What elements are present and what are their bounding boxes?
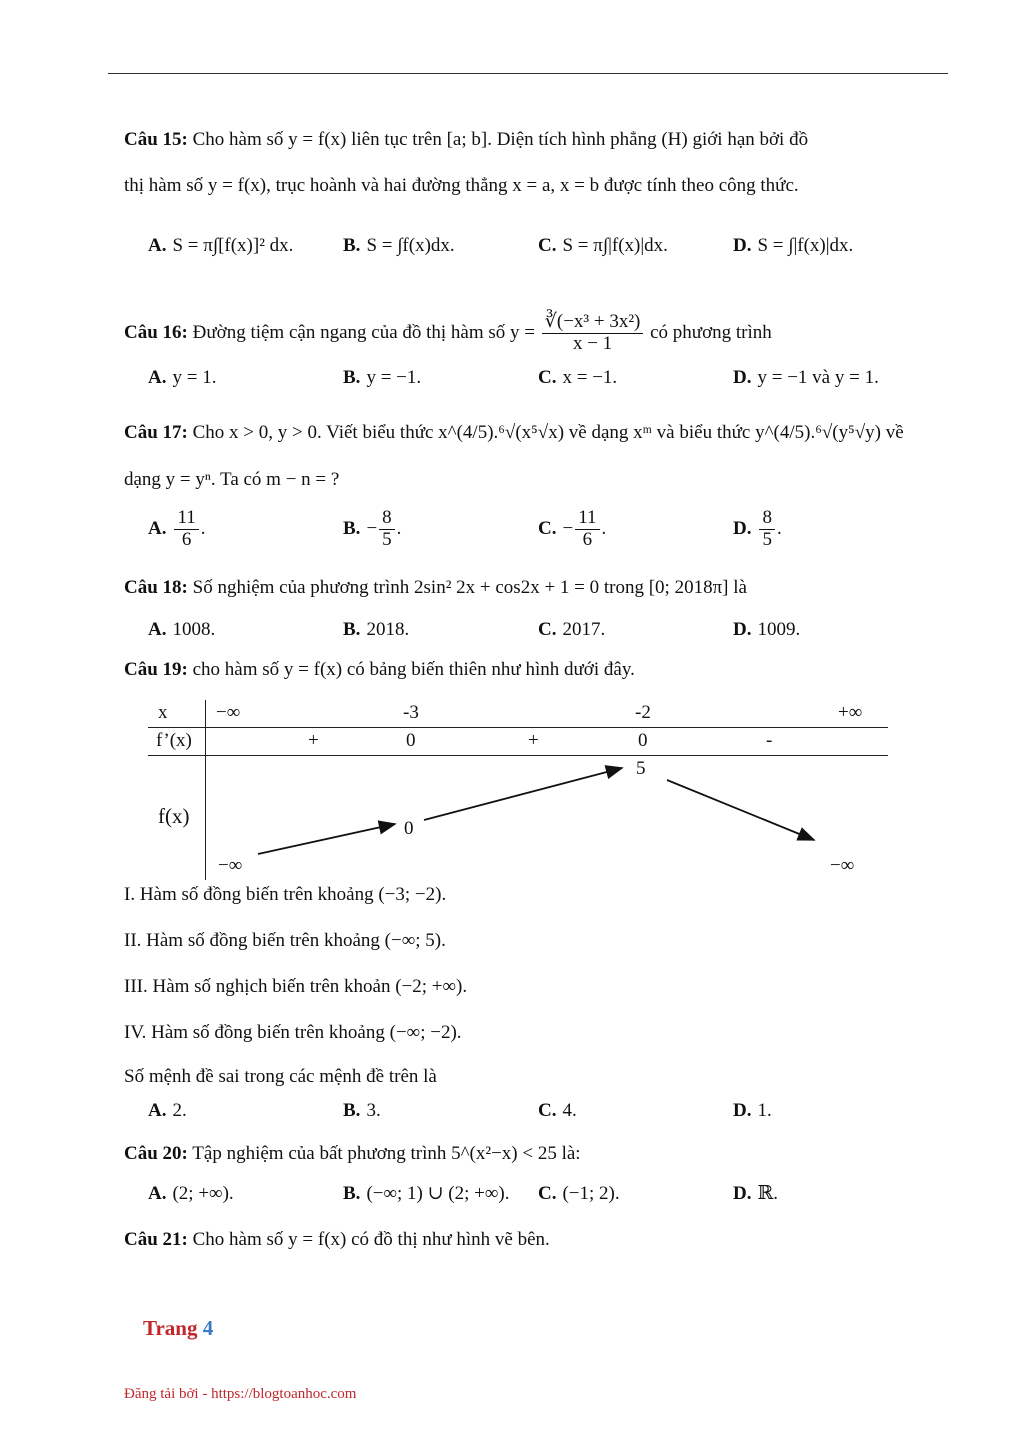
table-f-label: f(x)	[158, 804, 190, 828]
q17-answer-b[interactable]: B. − $\frac{8}{5}$ .	[343, 507, 402, 550]
answer-fraction	[575, 508, 599, 551]
q16-text-before: Đường tiệm cận ngang của đồ thị hàm số y =	[192, 321, 536, 343]
q19-label: Câu 19:	[124, 659, 188, 680]
fraction-denominator: 6	[181, 528, 192, 550]
answer-letter: D.	[733, 517, 752, 539]
answer-letter: B.	[343, 517, 361, 539]
fraction-denominator: 5	[762, 528, 772, 550]
answer-letter: C.	[538, 235, 557, 256]
q19-answer-c[interactable]	[538, 1098, 577, 1124]
q16-text-after: có phương trình	[650, 321, 772, 343]
answer-letter: C.	[538, 619, 557, 640]
q15-answer-a[interactable]	[148, 233, 293, 259]
table-fp-value: +	[308, 730, 319, 751]
q21-text: Cho hàm số y = f(x) có đồ thị như hình vẽ bên.	[192, 1229, 550, 1250]
q19-answer-d[interactable]	[733, 1098, 772, 1124]
answer-text: 3.	[366, 1100, 381, 1121]
q16-answer-d[interactable]	[733, 365, 879, 391]
q15-answer-c[interactable]	[538, 233, 668, 259]
q18-text: Số nghiệm của phương trình 2sin² 2x + cos2x + 1 = 0 trong [0; 2018π] là	[192, 577, 747, 598]
answer-text: y = −1.	[366, 367, 422, 388]
answer-letter: C.	[538, 517, 557, 539]
answer-fraction	[759, 508, 775, 551]
answer-text: (−1; 2).	[562, 1183, 620, 1204]
table-x-value: -2	[635, 702, 651, 723]
q17-text1: Cho x > 0, y > 0. Viết biểu thức x^(4/5).⁶√(x⁵√x) về dạng xᵐ và biểu thức y^(4/5).⁶√(y⁵√y) về	[192, 422, 904, 443]
q19-statement-2: II. Hàm số đồng biến trên khoảng (−∞; 5).	[124, 930, 446, 951]
fraction-numerator: 11	[174, 508, 198, 530]
q17-line2: dạng y = yⁿ. Ta có m − n = ?	[124, 469, 340, 490]
answer-text: 1008.	[172, 619, 216, 640]
page-label-text: Trang	[143, 1316, 198, 1340]
table-x-label: x	[158, 702, 168, 723]
q19-prompt: Số mệnh đề sai trong các mệnh đề trên là	[124, 1066, 437, 1087]
answer-letter: C.	[538, 1183, 557, 1204]
table-f-value: −∞	[830, 855, 855, 876]
answer-letter: A.	[148, 1183, 167, 1204]
q20-answer-a[interactable]	[148, 1181, 234, 1207]
q15-answer-d[interactable]	[733, 233, 853, 259]
answer-letter: B.	[343, 619, 361, 640]
answer-text: S = π∫|f(x)|dx.	[562, 235, 668, 256]
q18-answer-d[interactable]	[733, 617, 800, 643]
fraction-denominator: x − 1	[572, 332, 613, 354]
q17-answer-c[interactable]: C. − $\frac{11}{6}$ .	[538, 507, 607, 550]
q15-answer-b[interactable]	[343, 233, 455, 259]
q19-statement-4: IV. Hàm số đồng biến trên khoảng (−∞; −2).	[124, 1022, 462, 1043]
answer-letter: A.	[148, 619, 167, 640]
answer-letter: A.	[148, 517, 167, 539]
q15-label: Câu 15:	[124, 129, 188, 150]
q16-answer-a[interactable]	[148, 365, 216, 391]
q16-line	[124, 312, 772, 355]
answer-text: x = −1.	[562, 367, 618, 388]
q19-answer-a[interactable]	[148, 1098, 187, 1124]
page-number-label	[143, 1316, 213, 1341]
q15-line2: thị hàm số y = f(x), trục hoành và hai đường thẳng x = a, x = b được tính theo công thức.	[124, 175, 799, 196]
answer-text: 1.	[757, 1100, 772, 1121]
answer-text: 2017.	[562, 619, 606, 640]
table-fp-value: 0	[638, 730, 648, 751]
table-f-value: 0	[404, 818, 414, 839]
answer-fraction	[174, 508, 198, 551]
answer-text: 2.	[172, 1100, 187, 1121]
answer-text: 4.	[562, 1100, 577, 1121]
answer-letter: D.	[733, 619, 752, 640]
q18-answer-a[interactable]	[148, 617, 215, 643]
q16-answer-b[interactable]	[343, 365, 421, 391]
answer-letter: D.	[733, 367, 752, 388]
table-fp-value: +	[528, 730, 539, 751]
answer-letter: C.	[538, 367, 557, 388]
arrow-up-1	[258, 824, 395, 854]
q21-line	[124, 1227, 550, 1253]
answer-letter: B.	[343, 235, 361, 256]
header-rule	[108, 73, 948, 74]
fraction-denominator: 6	[582, 528, 593, 550]
q20-label: Câu 20:	[124, 1143, 188, 1164]
q15-line1	[124, 127, 808, 153]
answer-text: (−∞; 1) ∪ (2; +∞).	[366, 1183, 510, 1204]
q18-label: Câu 18:	[124, 577, 188, 598]
answer-text: S = ∫|f(x)|dx.	[757, 235, 854, 256]
variation-arrows	[148, 700, 888, 880]
answer-letter: D.	[733, 235, 752, 256]
q20-answer-d[interactable]	[733, 1181, 778, 1207]
q21-label: Câu 21:	[124, 1229, 188, 1250]
arrow-up-2	[424, 768, 622, 820]
table-fp-label: f’(x)	[156, 730, 192, 751]
answer-text: S = π∫[f(x)]² dx.	[172, 235, 294, 256]
answer-text: S = ∫f(x)dx.	[366, 235, 455, 256]
q19-statement-1: I. Hàm số đồng biến trên khoảng (−3; −2).	[124, 884, 447, 905]
answer-letter: A.	[148, 367, 167, 388]
variation-table	[148, 700, 888, 880]
q19-answer-b[interactable]	[343, 1098, 381, 1124]
table-f-value: −∞	[218, 855, 243, 876]
fraction-numerator: ∛(−x³ + 3x²)	[542, 312, 644, 334]
answer-letter: A.	[148, 235, 167, 256]
q15-text1: Cho hàm số y = f(x) liên tục trên [a; b]. Diện tích hình phẳng (H) giới hạn bởi đồ	[192, 129, 809, 150]
q16-fraction	[542, 312, 644, 355]
q20-text: Tập nghiệm của bất phương trình 5^(x²−x) < 25 là:	[192, 1143, 581, 1164]
q17-answer-a[interactable]: A. $\frac{11}{6}$ .	[148, 507, 206, 550]
fraction-numerator: 8	[379, 508, 395, 530]
q16-answer-c[interactable]	[538, 365, 617, 391]
answer-letter: C.	[538, 1100, 557, 1121]
q18-answer-c[interactable]	[538, 617, 605, 643]
q20-answer-b[interactable]	[343, 1181, 510, 1207]
q20-answer-c[interactable]	[538, 1181, 620, 1207]
q17-line1	[124, 420, 904, 446]
table-x-value: −∞	[216, 702, 241, 723]
q18-line	[124, 575, 747, 601]
table-fp-value: -	[766, 730, 773, 751]
fraction-numerator: 8	[759, 508, 775, 530]
q17-answer-d[interactable]: D. $\frac{8}{5}$ .	[733, 507, 782, 550]
table-fp-value: 0	[406, 730, 416, 751]
q18-answer-b[interactable]	[343, 617, 409, 643]
answer-letter: D.	[733, 1100, 752, 1121]
answer-letter: A.	[148, 1100, 167, 1121]
footer-source-link[interactable]: Đăng tải bởi - https://blogtoanhoc.com	[124, 1386, 357, 1402]
q19-statement-3: III. Hàm số nghịch biến trên khoản (−2; +∞).	[124, 976, 468, 997]
page-number: 4	[202, 1316, 214, 1340]
answer-sign: −	[366, 517, 378, 539]
q17-label: Câu 17:	[124, 422, 188, 443]
answer-fraction	[379, 508, 395, 551]
answer-sign: −	[562, 517, 574, 539]
answer-text: 2018.	[366, 619, 410, 640]
q16-label: Câu 16:	[124, 321, 188, 343]
answer-letter: B.	[343, 1183, 361, 1204]
answer-text: y = 1.	[172, 367, 217, 388]
fraction-denominator: 5	[382, 528, 392, 550]
table-f-value: 5	[636, 758, 646, 779]
answer-letter: D.	[733, 1183, 752, 1204]
answer-text: y = −1 và y = 1.	[757, 367, 879, 388]
answer-text: (2; +∞).	[172, 1183, 234, 1204]
q19-line	[124, 657, 635, 683]
table-x-value: -3	[403, 702, 419, 723]
arrow-down	[667, 780, 814, 840]
answer-text: ℝ.	[757, 1183, 779, 1204]
answer-letter: B.	[343, 1100, 361, 1121]
fraction-numerator: 11	[575, 508, 599, 530]
q20-line	[124, 1141, 581, 1167]
q19-text: cho hàm số y = f(x) có bảng biến thiên như hình dưới đây.	[192, 659, 635, 680]
table-x-value: +∞	[838, 702, 863, 723]
answer-text: 1009.	[757, 619, 801, 640]
answer-letter: B.	[343, 367, 361, 388]
